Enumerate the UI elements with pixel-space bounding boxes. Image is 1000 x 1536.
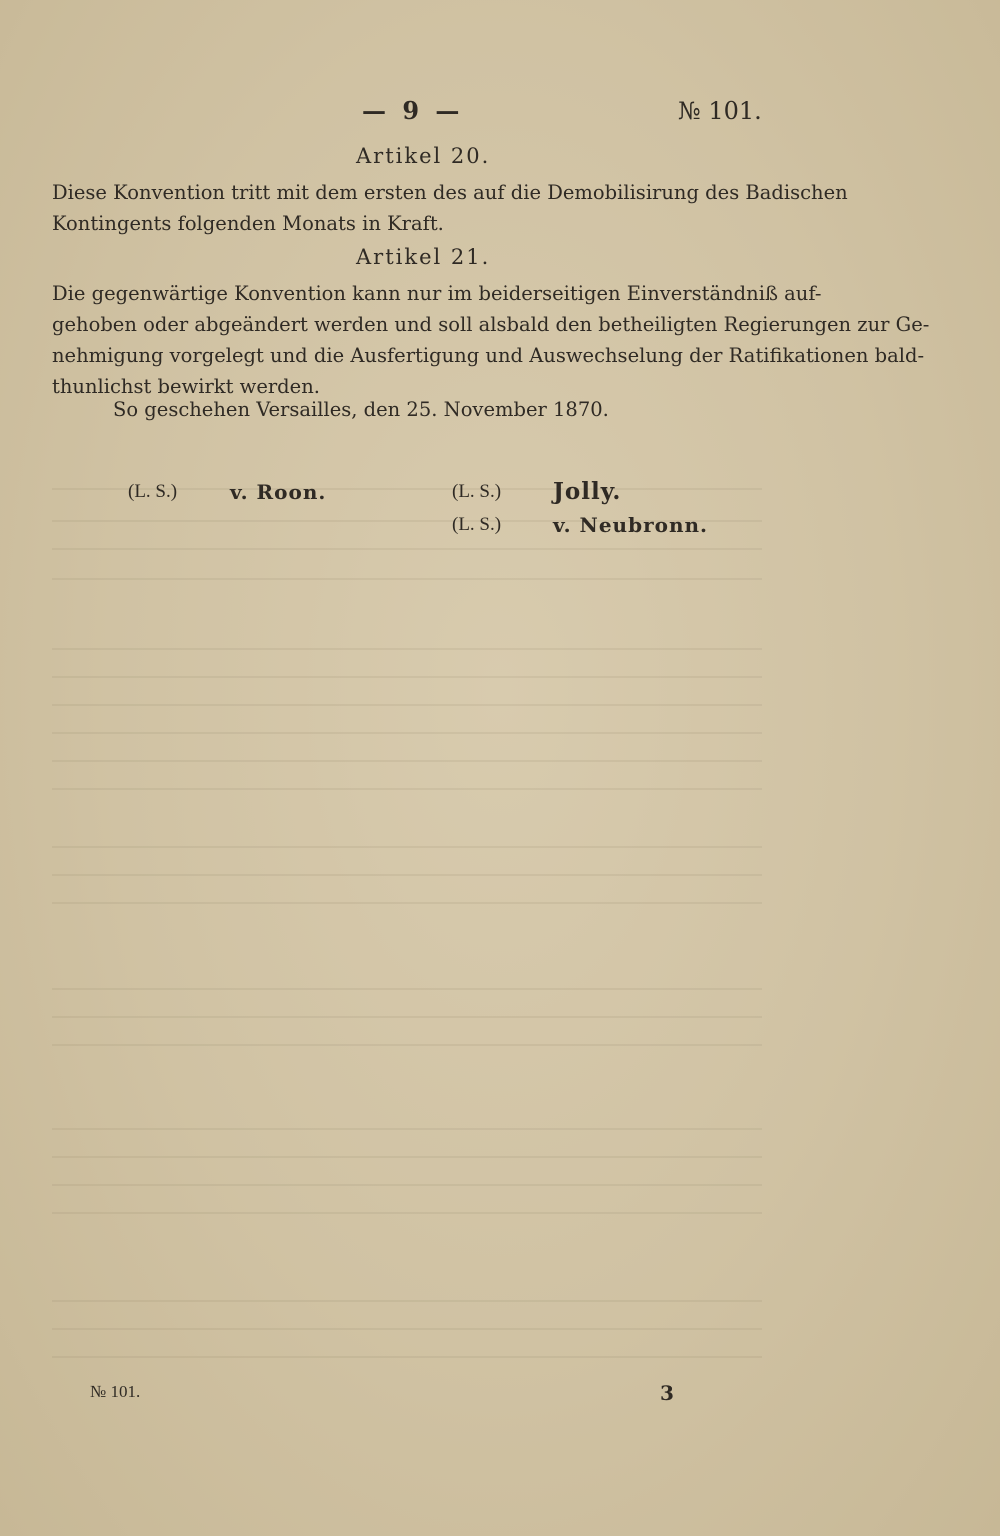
bleed-through — [52, 578, 762, 580]
bleed-through — [52, 548, 762, 550]
bleed-through — [52, 1328, 762, 1330]
footer-sheet-number: 3 — [660, 1381, 674, 1405]
text-line: Diese Konvention tritt mit dem ersten des auf die Demobilisirung des Badischen — [52, 181, 848, 204]
page-number: — 9 — — [362, 96, 464, 125]
bleed-through — [52, 1044, 762, 1046]
closing-line: So geschehen Versailles, den 25. November 1870. — [113, 398, 609, 421]
bleed-through — [52, 1156, 762, 1158]
article-21-heading: Artikel 21. — [356, 245, 491, 269]
seal-mark: (L. S.) — [452, 481, 502, 502]
text-line: nehmigung vorgelegt und die Ausfertigung und Auswechselung der Ratifikationen bald- — [52, 344, 925, 367]
seal-mark: (L. S.) — [128, 481, 178, 502]
bleed-through — [52, 732, 762, 734]
seal-mark: (L. S.) — [452, 514, 502, 535]
bleed-through — [52, 1184, 762, 1186]
bleed-through — [52, 1300, 762, 1302]
bleed-through — [52, 704, 762, 706]
text-line: gehoben oder abgeändert werden und soll alsbald den betheiligten Regierungen zur Ge- — [52, 313, 930, 336]
bleed-through — [52, 846, 762, 848]
bleed-through — [52, 1128, 762, 1130]
signatory-name: Jolly. — [553, 478, 622, 505]
text-line: thunlichst bewirkt werden. — [52, 375, 320, 398]
article-20-text — [52, 177, 848, 239]
signatory-name: v. Roon. — [230, 480, 327, 504]
document-number: № 101. — [678, 97, 762, 125]
bleed-through — [52, 988, 762, 990]
bleed-through — [52, 874, 762, 876]
bleed-through — [52, 760, 762, 762]
footer-document-number: № 101. — [90, 1382, 141, 1401]
text-line: Kontingents folgenden Monats in Kraft. — [52, 212, 444, 235]
bleed-through — [52, 902, 762, 904]
bleed-through — [52, 1212, 762, 1214]
bleed-through — [52, 788, 762, 790]
bleed-through — [52, 1356, 762, 1358]
article-20-heading: Artikel 20. — [356, 144, 491, 168]
text-line: Die gegenwärtige Konvention kann nur im beiderseitigen Einverständniß auf- — [52, 282, 822, 305]
bleed-through — [52, 1016, 762, 1018]
signatory-name: v. Neubronn. — [553, 513, 708, 537]
article-21-text — [52, 278, 930, 402]
bleed-through — [52, 676, 762, 678]
bleed-through — [52, 648, 762, 650]
